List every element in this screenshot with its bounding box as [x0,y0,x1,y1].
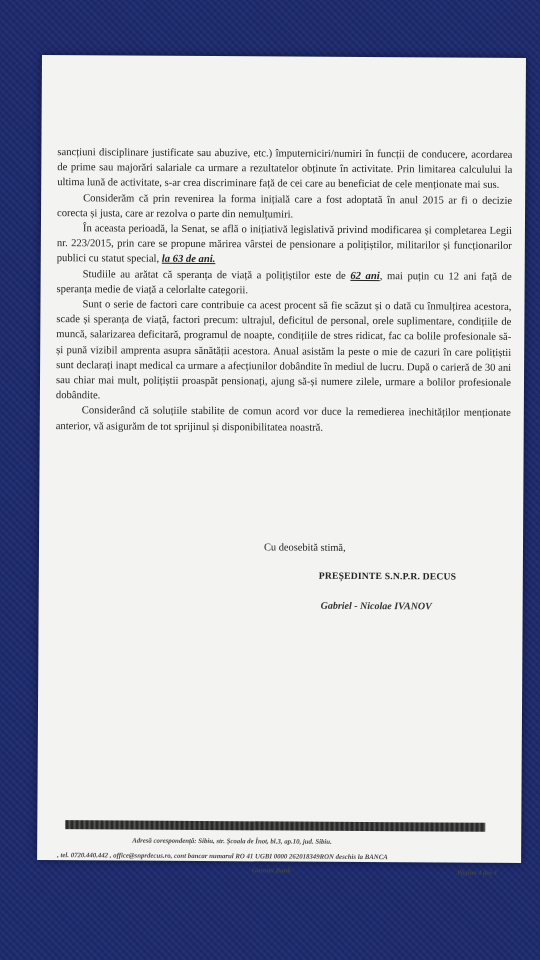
footer-bank: Garanti Bank [251,867,291,875]
paragraph-2: Considerăm că prin revenirea la forma inițială care a fost adoptată în anul 2015 ar fi o decizie corecta și justa, care ar rezolva o parte din nemulțumiri. [56,192,513,221]
closing-salutation: Cu deosebită stimă, [263,542,346,554]
letter-body [56,145,513,437]
page-number: Pagina 4 din 4 [456,869,497,877]
paragraph-3 [57,221,512,269]
paragraph-4-text: Studiile au arătat că speranța de viață a polițiștilor este de [82,268,351,282]
paragraph-1: sancțiuni disciplinare justificate sau abuzive, etc.) împuterniciri/numiri în funcții de conducere, acordarea de prime sau majorări salariale ca urmare a rezultatelor obținute în activitate. Prin limitarea calculului la ultima lună de activitate, s-ar crea discriminare față de cei care au beneficiat de cele menționate mai sus. [57,147,513,192]
signatory-name: Gabriel - Nicolae IVANOV [320,600,432,613]
footer-divider-bar [65,820,485,832]
document-page [37,55,526,877]
paragraph-4 [57,267,512,300]
retirement-age-emphasis: la 63 de ani. [161,254,216,266]
paragraph-5: Sunt o serie de factori care contribuie ca acest procent să fie scăzut și o dată cu înmulțirea acestora, scade și speranța de viață, factori precum: ultrajul, deficitul de personal, orele suplimentare, condițiile de muncă, salarizarea deficitară, programul de noapte, condițiile de stres ridicat, fac ca bolile profesionale să-și pună vizibil amprenta asupra sănătății acestora. Anual asistăm la peste o mie de cazuri în care polițiștii sunt declarați inapt medical ca urmare a afecțiunilor dobândite în mediul de lucru. După o carieră de 30 ani sau chiar mai mult, polițiștii proaspăt pensionați, ajung să-și numere zilele, urmare a bolilor profesionale dobândite. [55,299,512,402]
paragraph-4-tail: , mai puțin cu 12 ani față de speranța medie de viață a celorlalte categorii. [56,270,512,297]
paragraph-6: Considerând că soluțiile stabilite de comun acord vor duce la remedierea inechităților menționate anterior, vă asigurăm de tot sprijinul și disponibilitatea noastră. [55,405,511,434]
signatory-title: PREȘEDINTE S.N.P.R. DECUS [318,570,457,583]
footer-contact: , tel. 0720.440.442 , office@snprdecus.ro, cont bancar numarul RO 41 UGBI 0000 262018349RON deschis la BANCA [57,852,388,862]
paragraph-3-text: În aceasta perioadă, la Senat, se află o inițiativă legislativă privind modificarea și completarea Legii nr. 223/2015, prin care se propune mărirea vârstei de pensionare a polițiștilor, militarilor și funcționarilor publici cu statut special, [56,223,512,266]
life-expectancy-emphasis: 62 ani [350,270,380,282]
footer-address: Adresă corespondență: Sibiu, str. Școala de Înot, bl.3, ap.10, jud. Sibiu. [132,837,332,846]
